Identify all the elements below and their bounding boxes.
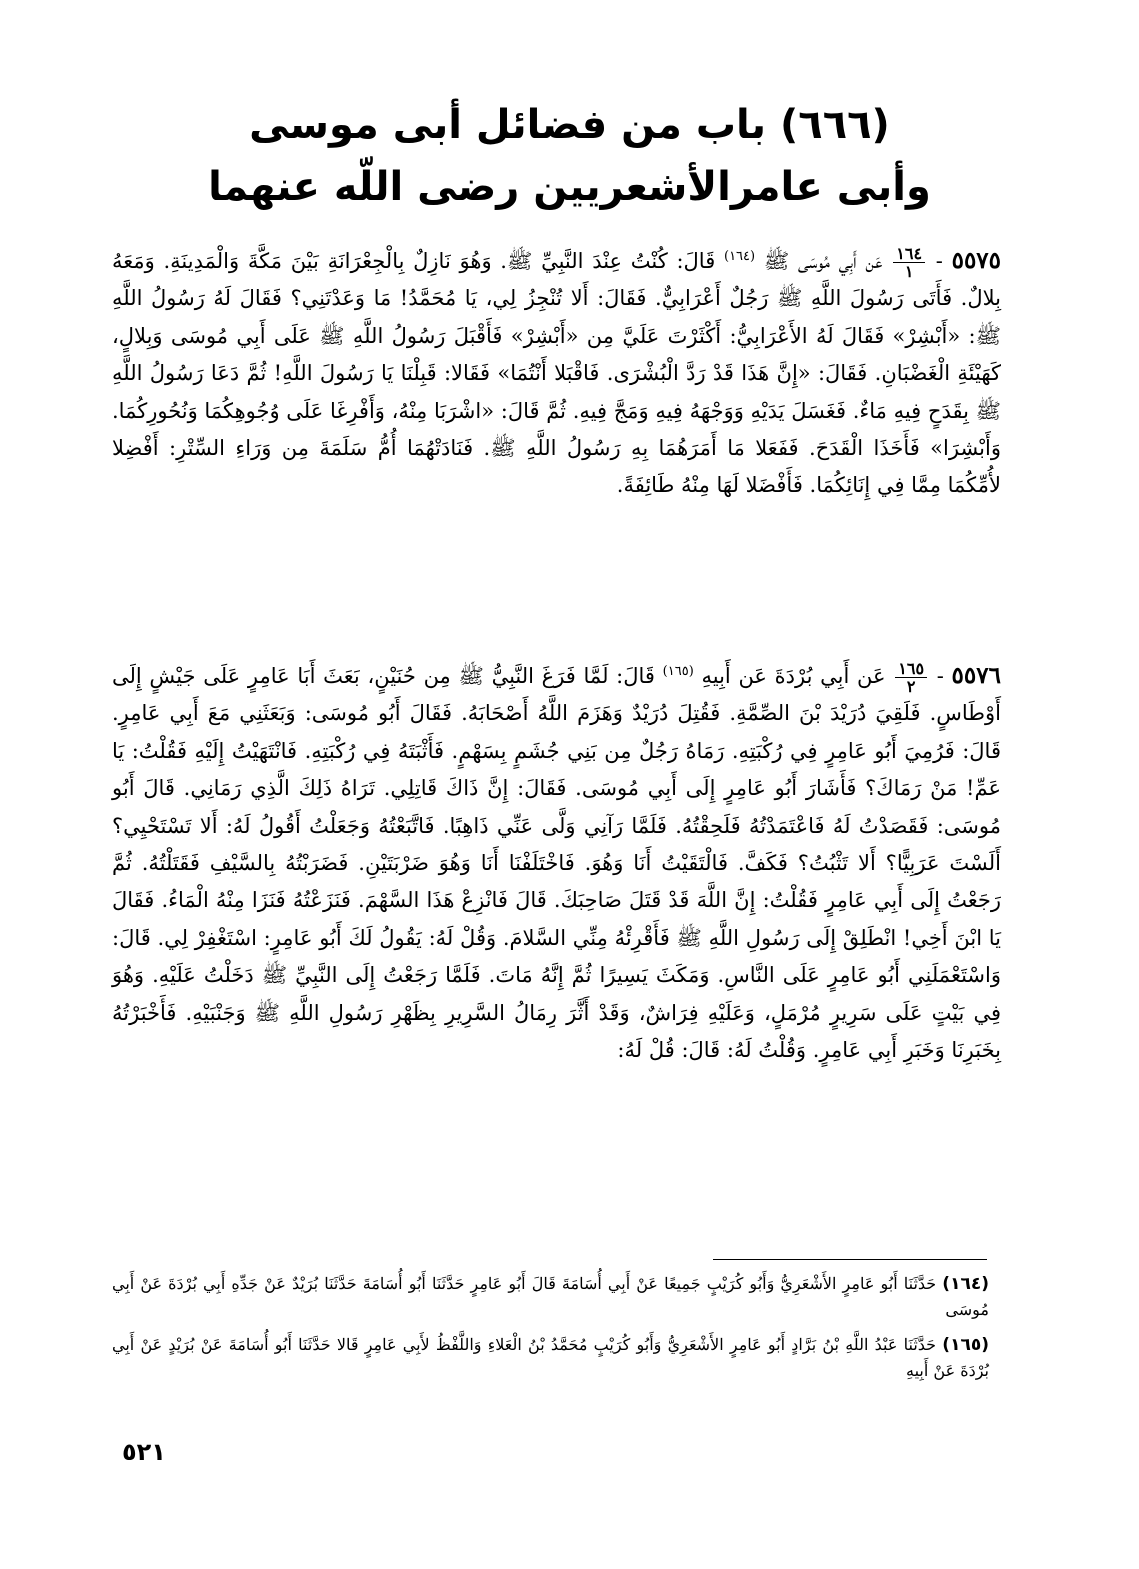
chapter-title-line-1: (٦٦٦) باب من فضائل أبى موسى bbox=[249, 102, 890, 148]
dash: - bbox=[929, 664, 944, 688]
hadith-text: قَالَ: لَمَّا فَرَغَ النَّبِيُّ ﷺ مِن حُنَيْنٍ، بَعَثَ أَبَا عَامِرٍ عَلَى جَيْشٍ إِلَى أَوْطَاسٍ. فَلَقِيَ دُرَيْدَ بْنَ الصِّمَّةِ. فَقُتِلَ دُرَيْدٌ وَهَزَمَ اللَّهُ أَصْحَابَهُ. فَقَالَ أَبُو مُوسَى: وَبَعَثَنِي مَعَ أَبِي عَامِرٍ. قَالَ: فَرُمِيَ أَبُو عَامِرٍ فِي رُكْبَتِهِ. رَمَاهُ رَجُلٌ مِن بَنِي جُشَمٍ بِسَهْمٍ. فَأَثْبَتَهُ فِي رُكْبَتِهِ. فَانْتَهَيْتُ إِلَيْهِ فَقُلْتُ: يَا عَمِّ! مَنْ رَمَاكَ؟ فَأَشَارَ أَبُو عَامِرٍ إِلَى أَبِي مُوسَى. فَقَالَ: إِنَّ ذَاكَ قَاتِلِي. تَرَاهُ ذَلِكَ الَّذِي رَمَانِي. قَالَ أَبُو مُوسَى: فَقَصَدْتُ لَهُ فَاعْتَمَدْتُهُ فَلَحِقْتُهُ. فَلَمَّا رَآنِي وَلَّى عَنِّي ذَاهِبًا. فَاتَّبَعْتُهُ وَجَعَلْتُ أَقُولُ لَهُ: أَلا تَسْتَحْيِي؟ أَلَسْتَ عَرَبِيًّا؟ أَلا تَثْبُتُ؟ فَكَفَّ. فَالْتَقَيْتُ أَنَا وَهُوَ. فَاخْتَلَفْنَا أَنَا وَهُوَ ضَرْبَتَيْنِ. فَضَرَبْتُهُ بِالسَّيْفِ فَقَتَلْتُهُ. ثُمَّ رَجَعْتُ إِلَى أَبِي عَامِرٍ فَقُلْتُ: إِنَّ اللَّهَ قَدْ قَتَلَ صَاحِبَكَ. قَالَ فَانْزِعْ هَذَا السَّهْمَ. فَنَزَعْتُهُ فَنَزَا مِنْهُ الْمَاءُ. فَقَالَ يَا ابْنَ أَخِي! انْطَلِقْ إِلَى رَسُولِ اللَّهِ ﷺ فَأَقْرِئْهُ مِنِّي السَّلامَ. وَقُلْ لَهُ: يَقُولُ لَكَ أَبُو عَامِرٍ: اسْتَغْفِرْ لِي. قَالَ: وَاسْتَعْمَلَنِي أَبُو عَامِرٍ عَلَى النَّاسِ. وَمَكَثَ يَسِيرًا ثُمَّ إِنَّهُ مَاتَ. فَلَمَّا رَجَعْتُ إِلَى النَّبِيِّ ﷺ دَخَلْتُ عَلَيْهِ. وَهُوَ فِي بَيْتٍ عَلَى سَرِيرٍ مُرْمَلٍ، وَعَلَيْهِ فِرَاشٌ، وَقَدْ أَثَّرَ رِمَالُ السَّرِيرِ بِظَهْرِ رَسُولِ اللَّهِ ﷺ وَجَنْبَيْهِ. فَأَخْبَرْتُهُ بِخَبَرِنَا وَخَبَرِ أَبِي عَامِرٍ. وَقُلْتُ لَهُ: قَالَ: قُلْ لَهُ: bbox=[112, 664, 1001, 1063]
hadith-5575 bbox=[112, 242, 1001, 505]
page-number: ٥٢١ bbox=[122, 1438, 166, 1466]
footnote-divider bbox=[713, 1259, 987, 1260]
hadith-sub-number bbox=[893, 245, 925, 280]
footnote-number: (١٦٥) bbox=[942, 1335, 989, 1355]
footnote-number: (١٦٤) bbox=[942, 1274, 989, 1294]
hadith-sub-number-bottom: ٢ bbox=[906, 677, 916, 696]
chapter-title-line-2: وأبى عامرالأشعريين رضى اللّه عنهما bbox=[208, 164, 931, 210]
hadith-narrator: عَن أَبِي بُرْدَةَ عَن أَبِيهِ bbox=[701, 664, 886, 688]
footnote-text: حَدَّثَنَا عَبْدُ اللَّهِ بْنُ بَرَّادٍ أَبُو عَامِرٍ الأَشْعَرِيُّ وَأَبُو كُرَيْبٍ مُحَمَّدُ بْنُ الْعَلاءِ وَاللَّفْظُ لأَبِي عَامِرٍ قَالا حَدَّثَنَا أَبُو أُسَامَةَ عَنْ بُرَيْدٍ عَنْ أَبِي بُرْدَةَ عَنْ أَبِيهِ bbox=[112, 1335, 989, 1380]
hadith-text: قَالَ: كُنْتُ عِنْدَ النَّبِيِّ ﷺ. وَهُوَ نَازِلٌ بِالْجِعْرَانَةِ بَيْنَ مَكَّةَ وَالْمَدِينَةِ. وَمَعَهُ بِلالٌ. فَأَتَى رَسُولَ اللَّهِ ﷺ رَجُلٌ أَعْرَابِيٌّ. فَقَالَ: أَلا تُنْجِزُ لِي، يَا مُحَمَّدُ! مَا وَعَدْتَنِي؟ فَقَالَ لَهُ رَسُولُ اللَّهِ ﷺ: «أَبْشِرْ» فَقَالَ لَهُ الأَعْرَابِيُّ: أَكْثَرْتَ عَلَيَّ مِن «أَبْشِرْ» فَأَقْبَلَ رَسُولُ اللَّهِ ﷺ عَلَى أَبِي مُوسَى وَبِلالٍ، كَهَيْئَةِ الْغَضْبَانِ. فَقَالَ: «إِنَّ هَذَا قَدْ رَدَّ الْبُشْرَى. فَاقْبَلا أَنْتُمَا» فَقَالا: قَبِلْنَا يَا رَسُولَ اللَّهِ! ثُمَّ دَعَا رَسُولُ اللَّهِ ﷺ بِقَدَحٍ فِيهِ مَاءٌ. فَغَسَلَ يَدَيْهِ وَوَجْهَهُ فِيهِ وَمَجَّ فِيهِ. ثُمَّ قَالَ: «اشْرَبَا مِنْهُ، وَأَفْرِغَا عَلَى وُجُوهِكُمَا وَنُحُورِكُمَا. وَأَبْشِرَا» فَأَخَذَا الْقَدَحَ. فَفَعَلا مَا أَمَرَهُمَا بِهِ رَسُولُ اللَّهِ ﷺ. فَنَادَتْهُمَا أُمُّ سَلَمَةَ مِن وَرَاءِ السِّتْرِ: أَفْضِلا لأُمِّكُمَا مِمَّا فِي إِنَائِكُمَا. فَأَفْضَلا لَهَا مِنْهُ طَائِفَةً. bbox=[112, 249, 1001, 498]
footnote-reference: (١٦٤) bbox=[723, 249, 756, 264]
hadith-number: ٥٥٧٥ bbox=[951, 247, 1002, 274]
hadith-sub-number-bottom: ١ bbox=[904, 262, 914, 281]
hadith-5576 bbox=[112, 657, 1001, 1069]
hadith-narrator: عَن أَبِي مُوسَى ﷺ bbox=[763, 249, 883, 273]
dash: - bbox=[927, 249, 943, 273]
hadith-sub-number-top: ١٦٥ bbox=[895, 660, 927, 678]
hadith-number: ٥٥٧٦ bbox=[951, 662, 1001, 689]
hadith-sub-number bbox=[895, 660, 927, 695]
footnote-165 bbox=[112, 1332, 989, 1383]
footnote-164 bbox=[112, 1271, 989, 1322]
footnote-reference: (١٦٥) bbox=[662, 664, 694, 679]
hadith-sub-number-top: ١٦٤ bbox=[893, 245, 925, 263]
footnote-text: حَدَّثَنَا أَبُو عَامِرٍ الأَشْعَرِيُّ وَأَبُو كُرَيْبٍ جَمِيعًا عَنْ أَبِي أُسَامَةَ قَالَ أَبُو عَامِرٍ حَدَّثَنَا أَبُو أُسَامَةَ حَدَّثَنَا بُرَيْدٌ عَنْ جَدِّهِ أَبِي بُرْدَةَ عَنْ أَبِي مُوسَى bbox=[112, 1274, 989, 1319]
